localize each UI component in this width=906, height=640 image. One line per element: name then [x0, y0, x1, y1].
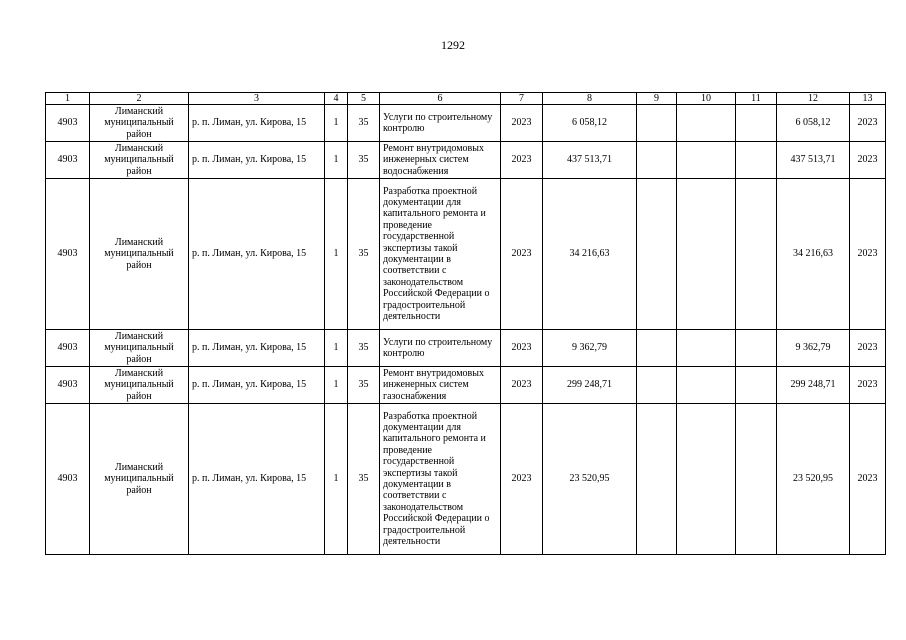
- cell-district: Лиманский муниципальный район: [90, 404, 189, 555]
- cell-col11: [736, 367, 777, 404]
- cell-col9: [637, 330, 677, 367]
- cell-year: 2023: [501, 142, 543, 179]
- cell-col13: 2023: [850, 105, 886, 142]
- cell-work-type: Разработка проектной документации для капитального ремонта и проведение государственной экспертизы такой документации в соответствии с законодательством Российской Федерации о градостроительной деятельности: [380, 404, 501, 555]
- cell-col13: 2023: [850, 404, 886, 555]
- cell-col10: [677, 404, 736, 555]
- cell-col4: 1: [325, 142, 348, 179]
- cell-col5: 35: [348, 105, 380, 142]
- cell-col9: [637, 367, 677, 404]
- cell-col13: 2023: [850, 142, 886, 179]
- cell-total-cost: 9 362,79: [543, 330, 637, 367]
- cell-work-type: Ремонт внутридомовых инженерных систем водоснабжения: [380, 142, 501, 179]
- cell-work-type: Ремонт внутридомовых инженерных систем газоснабжения: [380, 367, 501, 404]
- cell-district: Лиманский муниципальный район: [90, 367, 189, 404]
- cell-col10: [677, 367, 736, 404]
- column-header: 1: [46, 93, 90, 105]
- cell-col5: 35: [348, 367, 380, 404]
- cell-work-type: Разработка проектной документации для капитального ремонта и проведение государственной экспертизы такой документации в соответствии с законодательством Российской Федерации о градостроительной деятельности: [380, 179, 501, 330]
- cell-address: р. п. Лиман, ул. Кирова, 15: [189, 179, 325, 330]
- cell-col12: 299 248,71: [777, 367, 850, 404]
- column-header: 3: [189, 93, 325, 105]
- cell-district: Лиманский муниципальный район: [90, 142, 189, 179]
- cell-col10: [677, 179, 736, 330]
- cell-col12: 437 513,71: [777, 142, 850, 179]
- cell-col4: 1: [325, 367, 348, 404]
- cell-col5: 35: [348, 404, 380, 555]
- cell-total-cost: 34 216,63: [543, 179, 637, 330]
- cell-col5: 35: [348, 330, 380, 367]
- cell-col11: [736, 330, 777, 367]
- cell-code: 4903: [46, 404, 90, 555]
- column-header: 12: [777, 93, 850, 105]
- cell-total-cost: 437 513,71: [543, 142, 637, 179]
- cell-address: р. п. Лиман, ул. Кирова, 15: [189, 142, 325, 179]
- cell-code: 4903: [46, 367, 90, 404]
- cell-col11: [736, 105, 777, 142]
- table-row: [46, 330, 886, 367]
- cell-district: Лиманский муниципальный район: [90, 105, 189, 142]
- column-header: 7: [501, 93, 543, 105]
- cell-address: р. п. Лиман, ул. Кирова, 15: [189, 330, 325, 367]
- cell-col11: [736, 404, 777, 555]
- cell-year: 2023: [501, 404, 543, 555]
- cell-col13: 2023: [850, 179, 886, 330]
- cell-col12: 9 362,79: [777, 330, 850, 367]
- table-row: [46, 367, 886, 404]
- cell-code: 4903: [46, 142, 90, 179]
- cell-col9: [637, 105, 677, 142]
- cell-col4: 1: [325, 330, 348, 367]
- column-header: 10: [677, 93, 736, 105]
- column-header: 4: [325, 93, 348, 105]
- cell-total-cost: 6 058,12: [543, 105, 637, 142]
- table-row: [46, 142, 886, 179]
- cell-address: р. п. Лиман, ул. Кирова, 15: [189, 105, 325, 142]
- cell-col9: [637, 404, 677, 555]
- cell-col13: 2023: [850, 367, 886, 404]
- cell-work-type: Услуги по строительному контролю: [380, 105, 501, 142]
- table-row: [46, 179, 886, 330]
- cell-col12: 34 216,63: [777, 179, 850, 330]
- cell-col9: [637, 179, 677, 330]
- column-header: 2: [90, 93, 189, 105]
- column-number-row: [46, 93, 886, 105]
- cell-year: 2023: [501, 367, 543, 404]
- cell-col13: 2023: [850, 330, 886, 367]
- cell-district: Лиманский муниципальный район: [90, 330, 189, 367]
- cell-col10: [677, 105, 736, 142]
- column-header: 11: [736, 93, 777, 105]
- column-header: 8: [543, 93, 637, 105]
- cell-code: 4903: [46, 105, 90, 142]
- table-row: [46, 105, 886, 142]
- cell-col10: [677, 142, 736, 179]
- cell-col4: 1: [325, 105, 348, 142]
- column-header: 9: [637, 93, 677, 105]
- cell-year: 2023: [501, 105, 543, 142]
- cell-col11: [736, 142, 777, 179]
- cell-code: 4903: [46, 179, 90, 330]
- cell-col9: [637, 142, 677, 179]
- cell-col5: 35: [348, 142, 380, 179]
- cell-col11: [736, 179, 777, 330]
- column-header: 13: [850, 93, 886, 105]
- column-header: 6: [380, 93, 501, 105]
- column-header: 5: [348, 93, 380, 105]
- cell-code: 4903: [46, 330, 90, 367]
- cell-total-cost: 299 248,71: [543, 367, 637, 404]
- data-table: [45, 92, 886, 555]
- cell-year: 2023: [501, 330, 543, 367]
- cell-col4: 1: [325, 404, 348, 555]
- cell-district: Лиманский муниципальный район: [90, 179, 189, 330]
- cell-col10: [677, 330, 736, 367]
- cell-work-type: Услуги по строительному контролю: [380, 330, 501, 367]
- page-number: 1292: [441, 38, 465, 52]
- table-row: [46, 404, 886, 555]
- cell-address: р. п. Лиман, ул. Кирова, 15: [189, 367, 325, 404]
- cell-col12: 6 058,12: [777, 105, 850, 142]
- cell-address: р. п. Лиман, ул. Кирова, 15: [189, 404, 325, 555]
- cell-col12: 23 520,95: [777, 404, 850, 555]
- cell-year: 2023: [501, 179, 543, 330]
- cell-col4: 1: [325, 179, 348, 330]
- cell-total-cost: 23 520,95: [543, 404, 637, 555]
- cell-col5: 35: [348, 179, 380, 330]
